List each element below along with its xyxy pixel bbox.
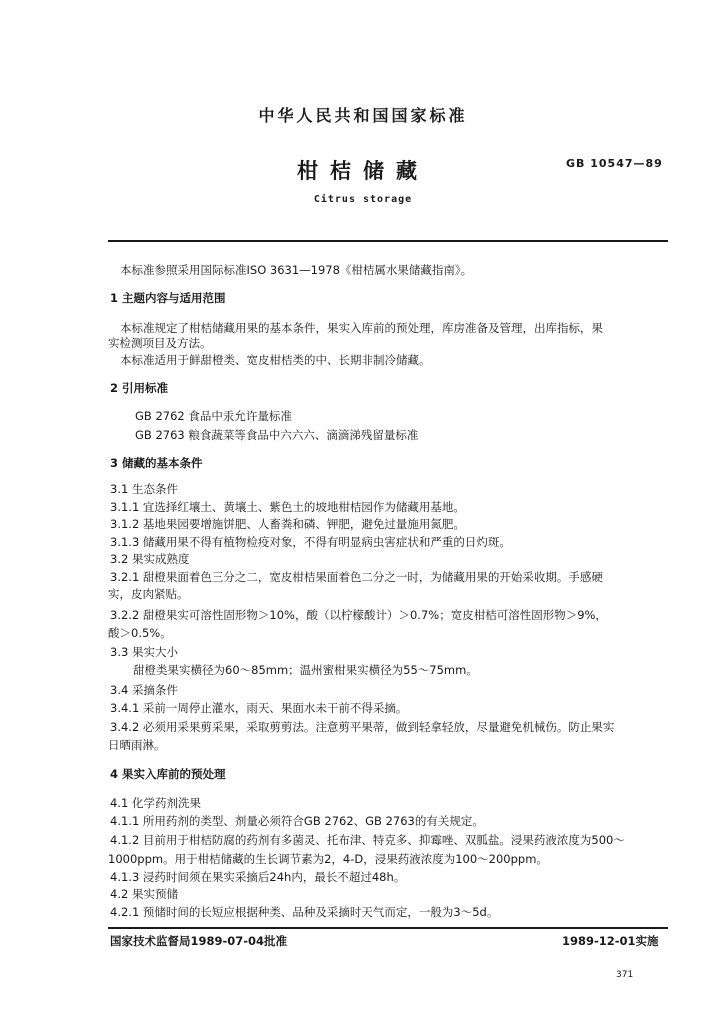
- footer-rule: [108, 927, 668, 929]
- body-line: GB 2763 粮食蔬菜等食品中六六六、滴滴涕残留量标准: [135, 428, 419, 442]
- body-line: 3.4.2 必须用采果剪采果，采取剪剪法。注意剪平果蒂，做到轻拿轻放，尽量避免机械伤。防止果实: [110, 720, 615, 734]
- section-heading: 4 果实入库前的预处理: [110, 767, 226, 781]
- body-line: 4.2.1 预储时间的长短应根据种类、品种及采摘时天气而定，一般为3～5d。: [110, 905, 499, 919]
- body-line: 3.4.1 采前一周停止灌水，雨天、果面水未干前不得采摘。: [110, 701, 408, 715]
- page-number: 371: [616, 970, 634, 980]
- body-line: 4.1 化学药剂洗果: [110, 796, 201, 810]
- section-heading: 1 主题内容与适用范围: [110, 291, 226, 305]
- body-line: 4.1.2 目前用于柑桔防腐的药剂有多菌灵、托布津、特克多、抑霉唑、双胍盐。浸果药液浓度为500～: [110, 833, 625, 847]
- body-line: 3.3 果实大小: [110, 645, 178, 659]
- body-line: 3.4 采摘条件: [110, 683, 178, 697]
- body-line: GB 2762 食品中汞允许量标准: [135, 409, 292, 423]
- approval-note: 国家技术监督局1989-07-04批准: [110, 934, 288, 948]
- body-line: 3.2.2 甜橙果实可溶性固形物＞10%，酸（以柠檬酸计）＞0.7%；宽皮柑桔可溶性固形物＞9%，: [110, 608, 607, 622]
- body-line: 本标准规定了柑桔储藏用果的基本条件，果实入库前的预处理，库房准备及管理，出库指标，果: [120, 321, 603, 335]
- body-line: 酸＞0.5%。: [108, 626, 172, 640]
- standard-code: GB 10547—89: [566, 157, 663, 170]
- body-line: 甜橙类果实横径为60～85mm；温州蜜柑果实横径为55～75mm。: [133, 663, 478, 677]
- document-title-english: Citrus storage: [313, 194, 413, 205]
- body-line: 日晒雨淋。: [108, 738, 166, 752]
- body-line: 4.2 果实预储: [110, 887, 178, 901]
- body-line: 4.1.3 浸药时间须在果实采摘后24h内，最长不超过48h。: [110, 870, 406, 884]
- standard-title: 中华人民共和国国家标准: [258, 106, 468, 125]
- document-title: 柑桔储藏: [297, 159, 429, 183]
- section-heading: 2 引用标准: [110, 381, 169, 395]
- body-line: 3.2.1 甜橙果面着色三分之二，宽皮柑桔果面着色二分之一时，为储藏用果的开始采收期。手感硬: [110, 570, 603, 584]
- body-line: 3.1 生态条件: [110, 482, 178, 496]
- body-line: 实，皮肉紧贴。: [108, 587, 189, 601]
- body-line: 3.1.3 储藏用果不得有植物检疫对象，不得有明显病虫害症状和严重的日灼斑。: [110, 535, 511, 549]
- body-line: 3.1.2 基地果园要增施饼肥、人畜粪和磷、钾肥，避免过量施用氮肥。: [110, 517, 465, 531]
- implementation-date: 1989-12-01实施: [562, 934, 659, 948]
- body-line: 1000ppm。用于柑桔储藏的生长调节素为2，4-D，浸果药液浓度为100～200ppm。: [108, 852, 548, 866]
- header-rule: [108, 240, 668, 242]
- body-line: 实检测项目及方法。: [108, 336, 212, 350]
- body-line: 本标准参照采用国际标准ISO 3631—1978《柑桔属水果储藏指南》。: [120, 263, 473, 277]
- body-line: 4.1.1 所用药剂的类型、剂量必须符合GB 2762、GB 2763的有关规定。: [110, 814, 484, 828]
- body-line: 3.2 果实成熟度: [110, 552, 190, 566]
- body-line: 本标准适用于鲜甜橙类、宽皮柑桔类的中、长期非制冷储藏。: [120, 353, 431, 367]
- body-line: 3.1.1 宜选择红壤土、黄壤土、紫色土的坡地柑桔园作为储藏用基地。: [110, 500, 465, 514]
- section-heading: 3 储藏的基本条件: [110, 456, 203, 470]
